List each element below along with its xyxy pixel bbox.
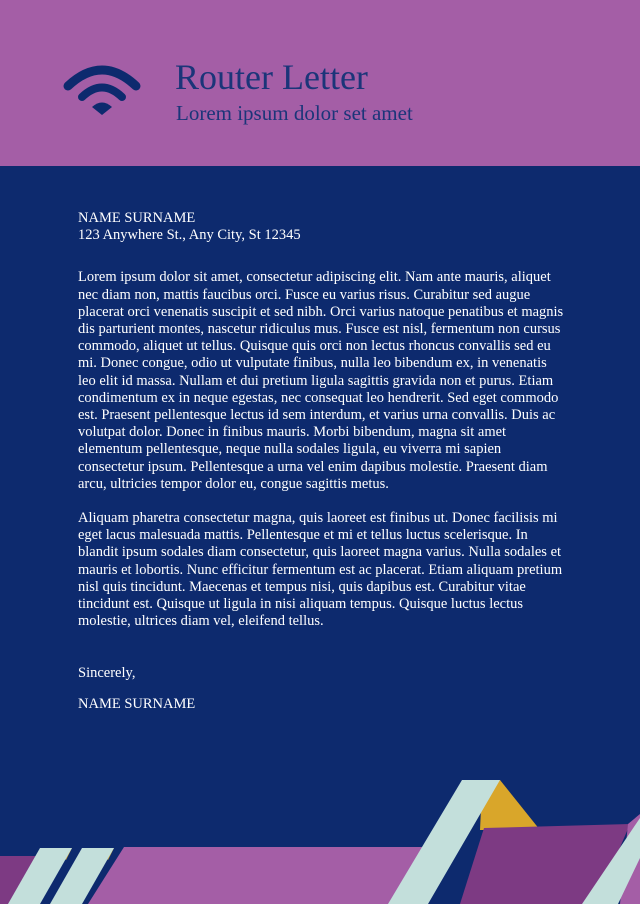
sender-address: 123 Anywhere St., Any City, St 12345 — [78, 227, 301, 244]
closing-salutation: Sincerely, — [78, 665, 136, 682]
footer-decoration — [0, 770, 640, 904]
sender-name: NAME SURNAME — [78, 210, 196, 226]
letterhead-banner — [0, 0, 640, 166]
body-paragraph-1: Lorem ipsum dolor sit amet, consectetur adipiscing elit. Nam ante mauris, aliquet nec diam non, mattis faucibus orci. Fusce eu varius risus. Curabitur sed augue placerat orci venenatis suscipit et sed nibh. Orci varius natoque penatibus et magnis dis parturient montes, nascetur ridiculus mus. Fusce est nisl, fermentum non cursus commodo, aliquet ut tellus. Quisque quis orci non lectus rhoncus convallis sed eu mi. Donec congue, odio ut vulputate finibus, nulla leo bibendum ex, in venenatis leo elit id massa. Nullam et dui pretium ligula sagittis gravida non et purus. Etiam condimentum ex in neque egestas, nec consequat leo hendrerit. Sed eget commodo est. Praesent pellentesque lectus id sem interdum, et varius urna convallis. Duis ac volutpat dolor. Donec in finibus mauris. Morbi bibendum, magna sit amet elementum pellentesque, neque nulla sodales ligula, eu viverra mi sapien consectetur ipsum. Pellentesque a urna vel enim dapibus molestie. Praesent diam arcu, ultricies tempor dolor eu, congue sagittis metus. — [78, 269, 564, 492]
letter-title: Router Letter — [175, 57, 368, 97]
body-paragraph-2: Aliquam pharetra consectetur magna, quis laoreet est finibus ut. Donec facilisis mi eget lacus malesuada mattis. Pellentesque et mi et tellus luctus scelerisque. In blandit ipsum sodales diam consectetur, quis laoreet magna varius. Nulla sodales et mauris et lobortis. Nunc efficitur fermentum est ac placerat. Etiam aliquam pretium nisl quis tincidunt. Maecenas et tempus nisi, quis dapibus est. Curabitur vitae tincidunt est. Quisque ut ligula in nisi aliquam tempus. Quisque luctus lectus molestie, ultrices diam vel, eleifend tellus. — [78, 510, 563, 630]
letter-content — [78, 210, 568, 713]
signature-name: NAME SURNAME — [78, 695, 196, 712]
wifi-icon — [62, 60, 142, 118]
letter-subtitle: Lorem ipsum dolor set amet — [176, 101, 413, 125]
